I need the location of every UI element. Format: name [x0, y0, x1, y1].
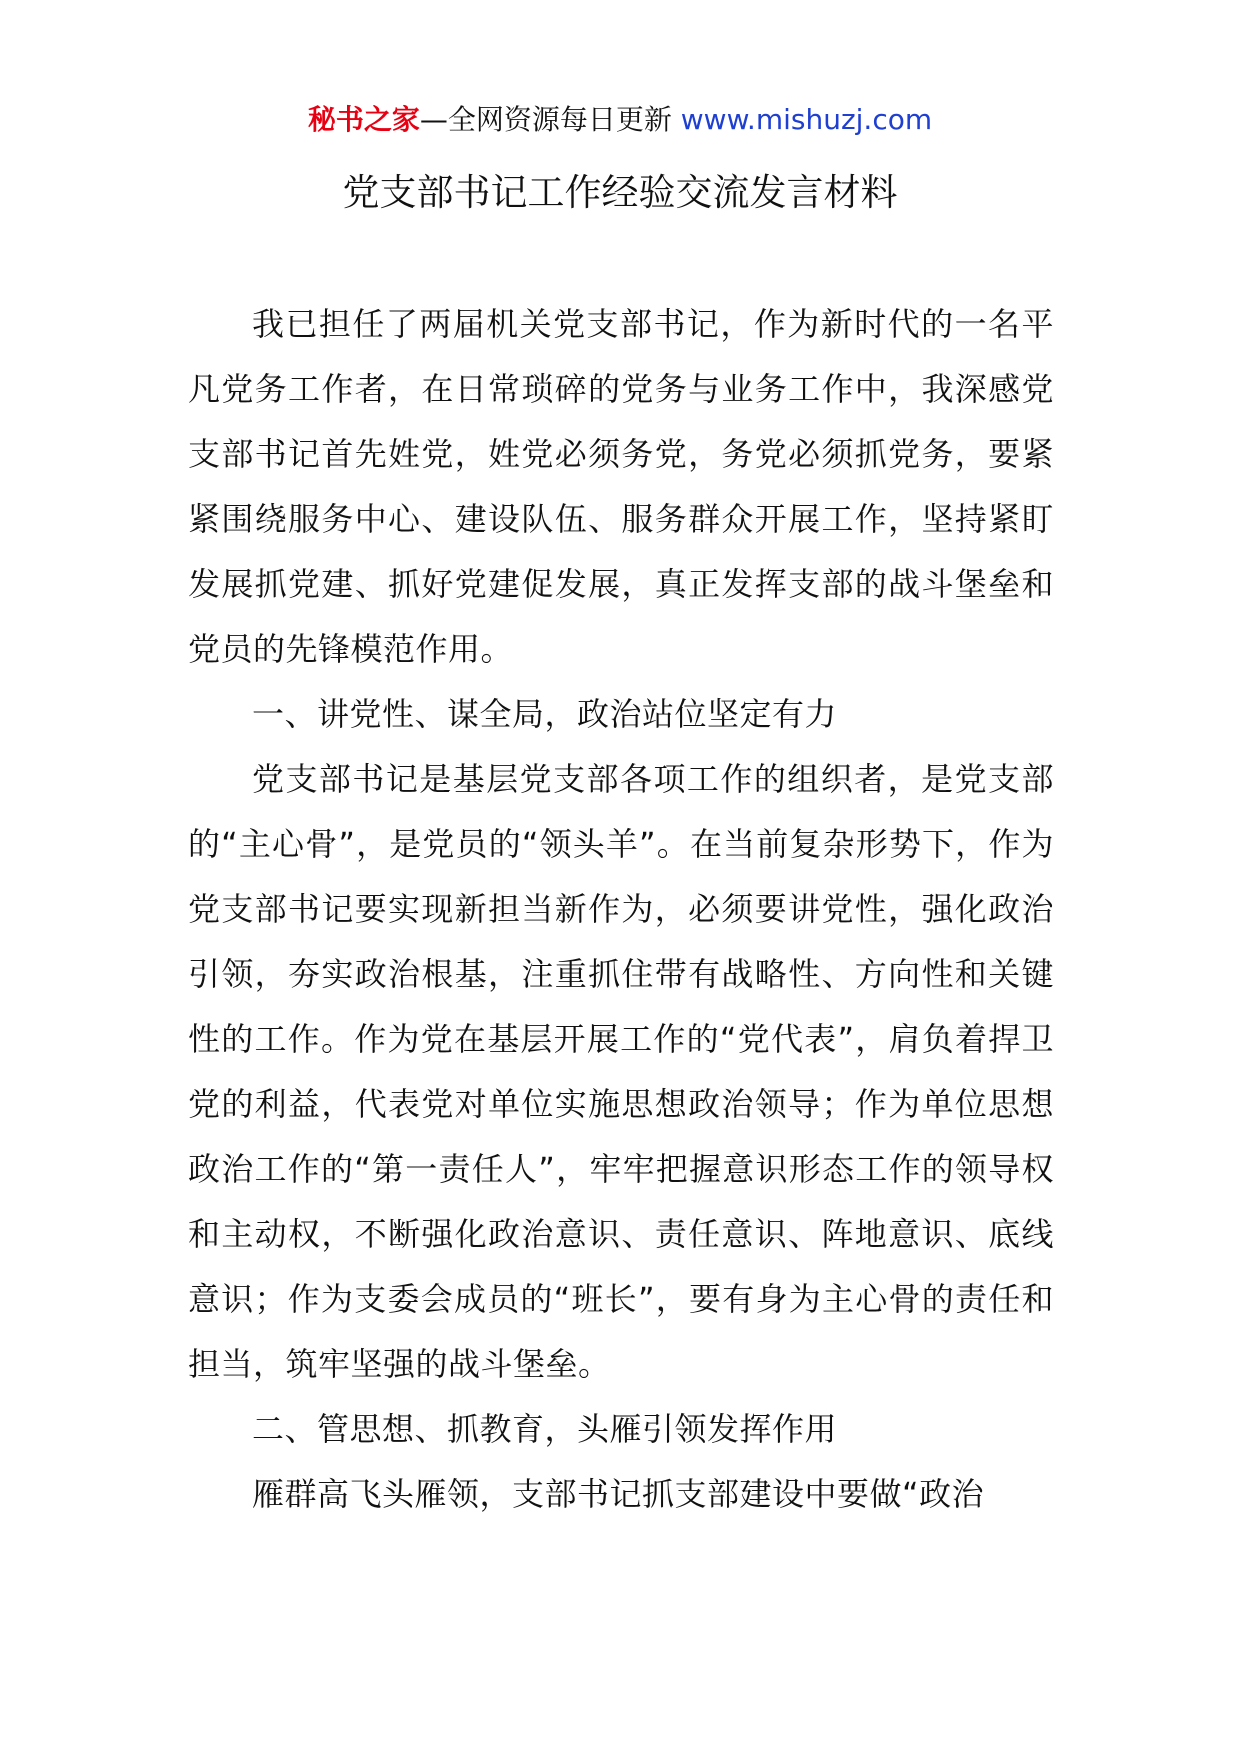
- site-header: [0, 100, 1240, 140]
- paragraph-section-2: 雁群高飞头雁领，支部书记抓支部建设中要做“政治: [252, 1475, 985, 1513]
- paragraph-intro: 我已担任了两届机关党支部书记，作为新时代的一名平凡党务工作者，在日常琐碎的党务与业务工作中，我深感党支部书记首先姓党，姓党必须务党，务党必须抓党务，要紧紧围绕服务中心、建设队伍、服务群众开展工作，坚持紧盯发展抓党建、抓好党建促发展，真正发挥支部的战斗堡垒和党员的先锋模范作用。: [188, 305, 1054, 668]
- header-slogan: —全网资源每日更新: [419, 103, 681, 136]
- paragraph-section-1: 党支部书记是基层党支部各项工作的组织者，是党支部的“主心骨”，是党员的“领头羊”。在当前复杂形势下，作为党支部书记要实现新担当新作为，必须要讲党性，强化政治引领，夯实政治根基，注重抓住带有战略性、方向性和关键性的工作。作为党在基层开展工作的“党代表”，肩负着捍卫党的利益，代表党对单位实施思想政治领导；作为单位思想政治工作的“第一责任人”，牢牢把握意识形态工作的领导权和主动权，不断强化政治意识、责任意识、阵地意识、底线意识；作为支委会成员的“班长”，要有身为主心骨的责任和担当，筑牢坚强的战斗堡垒。: [188, 760, 1054, 1383]
- document-body: [188, 292, 1054, 1527]
- site-url-link[interactable]: www.mishuzj.com: [680, 103, 933, 136]
- section-heading-1: 一、讲党性、谋全局，政治站位坚定有力: [252, 695, 838, 733]
- brand-name: 秘书之家: [307, 103, 420, 136]
- section-heading-2: 二、管思想、抓教育，头雁引领发挥作用: [252, 1410, 838, 1448]
- document-title: 党支部书记工作经验交流发言材料: [342, 171, 898, 214]
